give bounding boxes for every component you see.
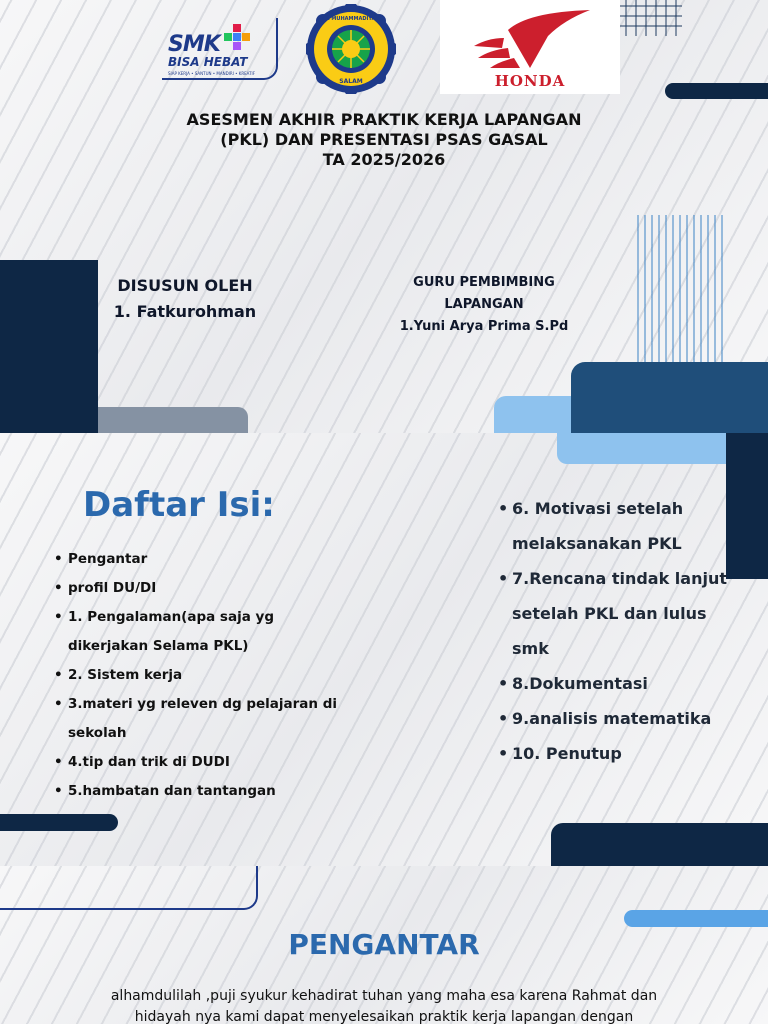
mentor-name: 1.Yuni Arya Prima S.Pd [399,319,569,334]
toc-item: • 2. Sistem kerja [52,661,352,690]
toc-item: • 10. Penutup [496,736,746,771]
toc-left-list [52,545,352,806]
toc-item: • 4.tip dan trik di DUDI [52,748,352,777]
toc-title: Daftar Isi: [83,485,275,525]
section-body-text: alhamdulilah ,puji syukur kehadirat tuhan yang maha esa karena Rahmat dan hidayah nya kami dapat menyelesaikan praktik kerja lapangan dengan [110,988,658,1024]
mentor-block [370,272,598,338]
toc-right-list [496,491,746,771]
toc-item: • 7.Rencana tindak lanjut setelah PKL dan lulus smk [496,561,746,666]
honda-wordmark: HONDA [494,72,566,90]
mentor-heading-line-1: GURU PEMBIMBING [413,275,555,290]
vertical-lines-decoration [636,215,726,380]
sky-bar-decoration [624,910,768,927]
smk-bisa-hebat-logo: SMK BISA HEBAT SIAP KERJA • SANTUN • MANDIRI • KREATIF [162,18,278,80]
cover-slide [0,0,768,433]
author-heading: DISUSUN OLEH [117,276,253,295]
title-line-1: ASESMEN AKHIR PRAKTIK KERJA LAPANGAN [186,110,582,129]
navy-bar-decoration [0,814,118,831]
title-line-3: TA 2025/2026 [322,150,446,169]
honda-logo [440,0,620,94]
toc-item: • Pengantar [52,545,352,574]
section-title: PENGANTAR [288,928,480,961]
toc-item: • 5.hambatan dan tantangan [52,777,352,806]
toc-item: • 9.analisis matematika [496,701,746,736]
blue-block-decoration [571,362,768,433]
grid-pattern-decoration [612,0,682,40]
author-name: 1. Fatkurohman [113,302,257,321]
toc-item: • 3.materi yg releven dg pelajaran di sekolah [52,690,352,748]
smk-plus-icon [224,24,250,50]
muh-ring-text: SMK MUHAMMADIYAH 1 [317,16,385,22]
toc-item: • 6. Motivasi setelah melaksanakan PKL [496,491,746,561]
navy-block-decoration [551,823,768,866]
muh-city-text: SALAM [339,78,363,85]
table-of-contents-slide [0,433,768,866]
toc-item: • profil DU/DI [52,574,352,603]
honda-wing-icon [468,8,592,70]
toc-item: • 8.Dokumentasi [496,666,746,701]
toc-item: • 1. Pengalaman(apa saja yg dikerjakan Selama PKL) [52,603,352,661]
title-line-2: (PKL) DAN PRESENTASI PSAS GASAL [220,130,548,149]
navy-block-decoration [0,260,98,433]
navy-bar-decoration [665,83,768,99]
document-title [120,110,648,170]
bracket-decoration [0,866,258,910]
introduction-slide [0,866,768,1024]
smk-muhammadiyah-logo [306,4,396,94]
author-block [100,273,270,325]
mentor-heading-line-2: LAPANGAN [444,297,524,312]
